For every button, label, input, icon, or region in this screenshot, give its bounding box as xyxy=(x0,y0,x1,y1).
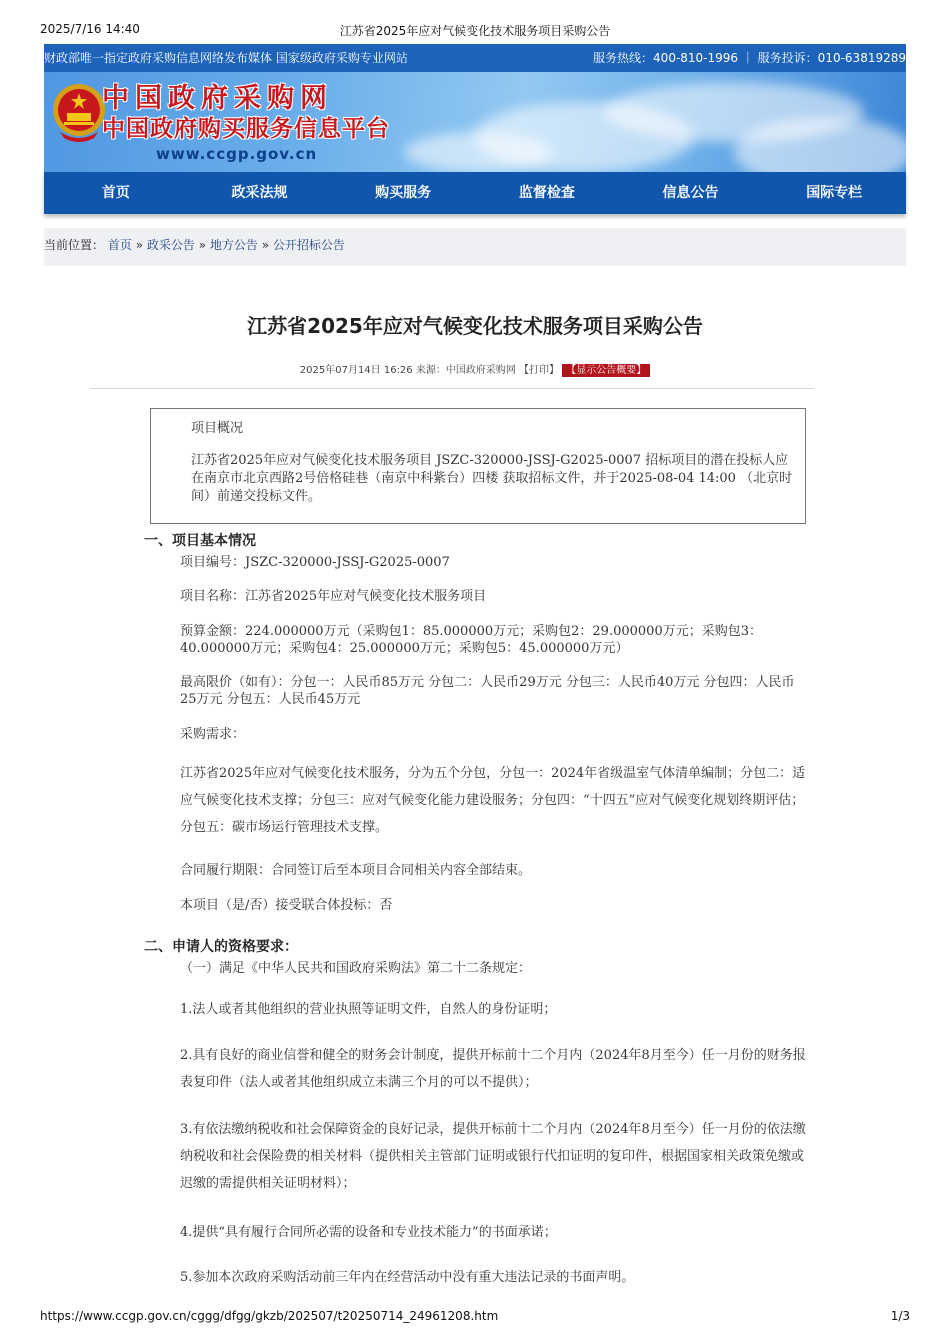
paragraph: 项目名称：江苏省2025年应对气候变化技术服务项目 xyxy=(180,589,487,604)
top-bar xyxy=(44,44,906,72)
nav-regulations[interactable]: 政采法规 xyxy=(231,185,288,201)
nav-purchase-services[interactable]: 购买服务 xyxy=(375,185,432,201)
paragraph: 项目编号：JSZC-320000-JSSJ-G2025-0007 xyxy=(180,555,450,570)
paragraph: 预算金额：224.000000万元（采购包1：85.000000万元；采购包2：29.000000万元；采购包3：40.000000万元；采购包4：25.000000万元；采购包5：45.000000万元） xyxy=(180,624,762,656)
section-heading: 一、项目基本情况 xyxy=(144,533,256,549)
logo-title: 中国政府采购网 xyxy=(102,83,333,114)
paragraph: 5.参加本次政府采购活动前三年内在经营活动中没有重大违法记录的书面声明。 xyxy=(180,1270,635,1285)
breadcrumb-open-tender[interactable]: 公开招标公告 xyxy=(272,238,345,252)
print-footer xyxy=(40,1309,910,1327)
paragraph: 合同履行期限：合同签订后至本项目合同相关内容全部结束。 xyxy=(180,863,532,878)
article-title: 江苏省2025年应对气候变化技术服务项目采购公告 xyxy=(247,314,703,338)
article-date-source: 2025年07月14日 16:26 来源：中国政府采购网 xyxy=(299,365,520,376)
paragraph: （一）满足《中华人民共和国政府采购法》第二十二条规定： xyxy=(180,961,532,976)
paragraph: 4.提供“具有履行合同所必需的设备和专业技术能力”的书面承诺； xyxy=(180,1225,557,1240)
page-number: 1/3 xyxy=(890,1309,910,1323)
paragraph: 最高限价（如有）：分包一：人民币85万元 分包二：人民币29万元 分包三：人民币40万元 分包四：人民币25万元 分包五：人民币45万元 xyxy=(180,675,795,707)
paragraph: 采购需求： xyxy=(180,727,246,742)
print-title: 江苏省2025年应对气候变化技术服务项目采购公告 xyxy=(339,24,611,38)
paragraph: 1.法人或者其他组织的营业执照等证明文件，自然人的身份证明； xyxy=(180,1002,557,1017)
nav-home[interactable]: 首页 xyxy=(101,185,130,201)
summary-heading: 项目概况 xyxy=(191,421,244,436)
print-link[interactable]: 【打印】 xyxy=(519,365,560,376)
article-meta xyxy=(44,361,906,376)
logo-url: www.ccgp.gov.cn xyxy=(156,145,318,163)
logo-subtitle: 中国政府购买服务信息平台 xyxy=(102,115,390,142)
show-summary-button[interactable]: 【显示公告概要】 xyxy=(562,364,650,377)
paragraph: 2.具有良好的商业信誉和健全的财务会计制度，提供开标前十二个月内（2024年8月至今）任一月份的财务报表复印件（法人或者其他组织成立未满三个月的可以不提供）； xyxy=(180,1048,806,1090)
print-header xyxy=(40,22,910,40)
breadcrumb: 当前位置： 首页 » 政采公告 » 地方公告 » 公开招标公告 xyxy=(44,228,906,266)
project-summary-box xyxy=(150,408,806,524)
breadcrumb-local[interactable]: 地方公告 xyxy=(209,238,258,252)
paragraph: 江苏省2025年应对气候变化技术服务，分为五个分包，分包一：2024年省级温室气体清单编制；分包二：适应气候变化技术支撑；分包三：应对气候变化能力建设服务；分包四：“十四五”应对气候变化规划终期评估；分包五：碳市场运行管理技术支撑。 xyxy=(180,766,806,835)
print-datetime: 2025/7/16 14:40 xyxy=(40,22,140,36)
site-header xyxy=(44,44,906,266)
nav-international[interactable]: 国际专栏 xyxy=(806,185,863,201)
breadcrumb-announcements[interactable]: 政采公告 xyxy=(146,238,195,252)
site-banner xyxy=(44,72,906,172)
paragraph: 本项目（是/否）接受联合体投标：否 xyxy=(180,898,393,913)
service-hotline: 服务热线：400-810-1996 ｜ 服务投诉：010-63819289 xyxy=(593,51,906,65)
main-nav xyxy=(44,172,906,214)
section-heading: 二、申请人的资格要求： xyxy=(144,939,298,955)
summary-text: 江苏省2025年应对气候变化技术服务项目 JSZC-320000-JSSJ-G2025-0007 招标项目的潜在投标人应在南京市北京西路2号倍格硅巷（南京中科紫台）四楼 获取招标文件，并于2025-08-04 14:00 （北京时间）前递交投标文件。 xyxy=(191,453,793,504)
national-emblem-icon xyxy=(50,80,108,142)
breadcrumb-home[interactable]: 首页 xyxy=(107,238,132,252)
print-url: https://www.ccgp.gov.cn/cggg/dfgg/gkzb/202507/t20250714_24961208.htm xyxy=(40,1309,499,1323)
site-slogan: 财政部唯一指定政府采购信息网络发布媒体 国家级政府采购专业网站 xyxy=(44,51,408,65)
nav-supervision[interactable]: 监督检查 xyxy=(518,185,575,201)
paragraph: 3.有依法缴纳税收和社会保障资金的良好记录，提供开标前十二个月内（2024年8月至今）任一月份的依法缴纳税收和社会保险费的相关材料（提供相关主管部门证明或银行代扣证明的复印件，根据国家相关政策免缴或迟缴的需提供相关证明材料）； xyxy=(180,1122,806,1191)
title-divider xyxy=(90,388,814,389)
breadcrumb-label: 当前位置： xyxy=(44,238,105,252)
nav-announcements[interactable]: 信息公告 xyxy=(662,185,719,201)
